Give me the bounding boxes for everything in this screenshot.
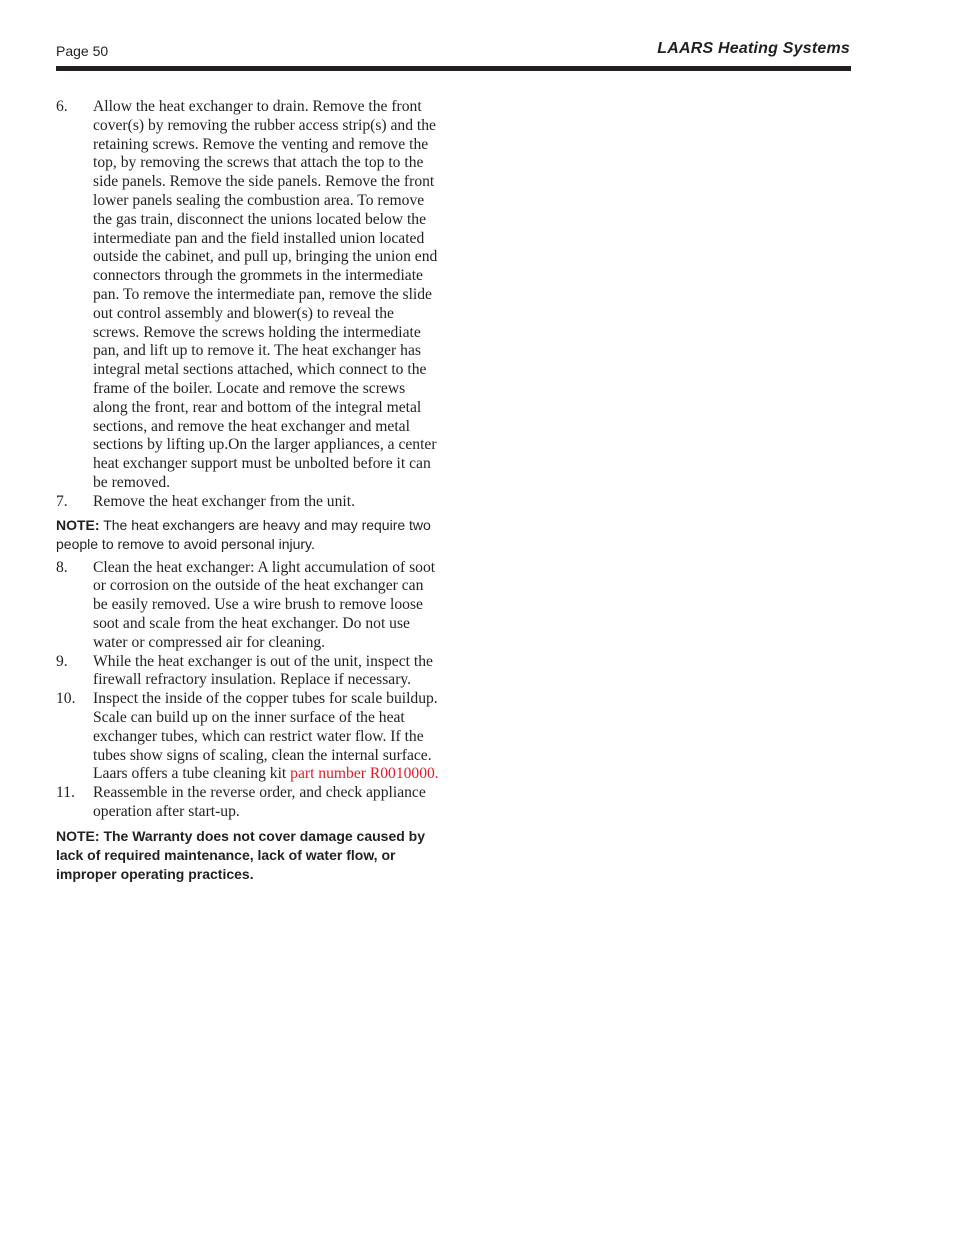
page-number: Page 50 (56, 43, 109, 59)
step-7 (56, 493, 440, 512)
step-number: 8. (56, 558, 68, 576)
step-text: Clean the heat exchanger: A light accumulation of soot or corrosion on the outside of the heat exchanger can be easily removed. Use a wire brush to remove loose soot and scale from the heat exchanger. Do not use water or compressed air for cleaning. (93, 558, 436, 651)
step-number: 6. (56, 98, 68, 115)
brand-title: LAARS Heating Systems (657, 40, 850, 57)
header-rule (56, 66, 851, 71)
step-text: Inspect the inside of the copper tubes for scale buildup. Scale can build up on the inner surface of the heat exchanger tubes, which can restrict water flow. If the tubes show signs of scaling, clean the internal surface. Laars offers a tube cleaning kit (93, 690, 438, 783)
step-number: 11. (56, 784, 75, 802)
step-text: Allow the heat exchanger to drain. Remove the front cover(s) by removing the rubber access strip(s) and the retaining screws. Remove the venting and remove the top, by removing the screws that attach the top to the side panels. Remove the side panels. Remove the front lower panels sealing the combustion area. To remove the gas train, disconnect the unions located below the intermediate pan and the field installed union located outside the cabinet, and pull up, bringing the union end connectors through the grommets in the intermediate pan. To remove the intermediate pan, remove the slide out control assembly and blower(s) to reveal the screws. Remove the screws holding the intermediate pan, and lift up to remove it. The heat exchanger has integral metal sections attached, which connect to the frame of the boiler. Locate and remove the screws along the front, rear and bottom of the integral metal sections, and remove the heat exchanger and metal sections by lifting up.On the larger appliances, a center heat exchanger support must be unbolted before it can be removed. (93, 98, 438, 491)
note-label: NOTE: (56, 516, 100, 533)
content-column (56, 98, 440, 884)
part-number-link[interactable]: part number R0010000. (290, 765, 439, 783)
step-text: While the heat exchanger is out of the unit, inspect the firewall refractory insulation. Replace if necessary. (93, 652, 433, 689)
warranty-note: NOTE: The Warranty does not cover damage caused by lack of required maintenance, lack of water flow, or improper operating practices. (56, 827, 426, 882)
step-10 (56, 690, 440, 784)
step-number: 9. (56, 652, 68, 670)
step-number: 7. (56, 492, 68, 510)
step-text: Reassemble in the reverse order, and check appliance operation after start-up. (93, 784, 426, 820)
step-8 (56, 559, 440, 653)
step-11 (56, 784, 440, 822)
step-text: Remove the heat exchanger from the unit. (93, 492, 355, 510)
note-heavy-exchanger (56, 516, 440, 554)
step-9 (56, 653, 440, 691)
note-text: The heat exchangers are heavy and may require two people to remove to avoid personal injury. (56, 516, 431, 552)
step-6 (56, 98, 440, 493)
step-number: 10. (56, 690, 76, 708)
